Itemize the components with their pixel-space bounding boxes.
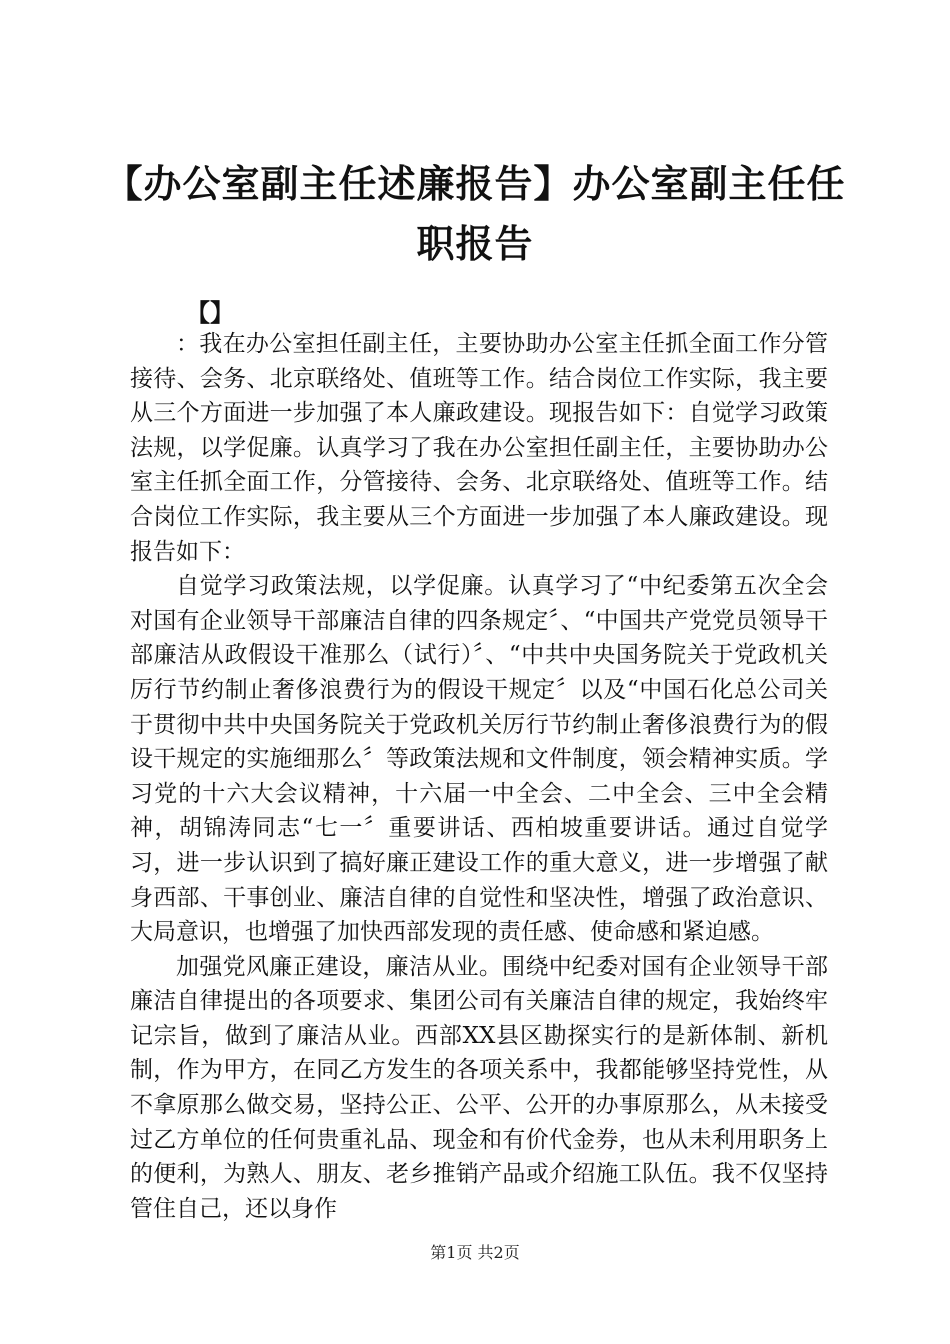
paragraph: ：我在办公室担任副主任，主要协助办公室主任抓全面工作分管接待、会务、北京联络处、值班等工作。结合岗位工作实际，我主要从三个方面进一步加强了本人廉政建设。现报告如下：自觉学习政策法规，以学促廉。认真学习了我在办公室担任副主任，主要协助办公室主任抓全面工作，分管接待、会务、北京联络处、值班等工作。结合岗位工作实际，我主要从三个方面进一步加强了本人廉政建设。现报告如下： bbox=[130, 331, 828, 565]
paragraph: 自觉学习政策法规，以学促廉。认真学习了“中纪委第五次全会对国有企业领导干部廉洁自律的四条规定〞、“中国共产党党员领导干部廉洁从政假设干准那么（试行）〞、“中共中央国务院关于党政机关厉行节约制止奢侈浪费行为的假设干规定〞以及“中国石化总公司关于贯彻中共中央国务院关于党政机关厉行节约制止奢侈浪费行为的假设干规定的实施细那么〞等政策法规和文件制度，领会精神实质。学习党的十六大会议精神，十六届一中全会、二中全会、三中全会精神，胡锦涛同志“七一〞重要讲话、西柏坡重要讲话。通过自觉学习，进一步认识到了搞好廉正建设工作的重大意义，进一步增强了献身西部、干事创业、廉洁自律的自觉性和坚决性，增强了政治意识、大局意识，也增强了加快西部发现的责任感、使命感和紧迫感。 bbox=[130, 573, 828, 946]
page-footer: 第1页 共2页 bbox=[430, 1243, 520, 1262]
paragraph: 加强党风廉正建设，廉洁从业。围绕中纪委对国有企业领导干部廉洁自律提出的各项要求、集团公司有关廉洁自律的规定，我始终牢记宗旨，做到了廉洁从业。西部XX县区勘探实行的是新体制、新机制，作为甲方，在同乙方发生的各项关系中，我都能够坚持党性，从不拿原那么做交易，坚持公正、公平、公开的办事原那么，从未接受过乙方单位的任何贵重礼品、现金和有价代金券，也从未利用职务上的便利，为熟人、朋友、老乡推销产品或介绍施工队伍。我不仅坚持管住自己，还以身作 bbox=[130, 953, 828, 1222]
document-body bbox=[130, 327, 828, 1226]
document-subheading: 【】 bbox=[186, 298, 234, 327]
document-title: 【办公室副主任述廉报告】办公室副主任任职报告 bbox=[104, 161, 846, 266]
